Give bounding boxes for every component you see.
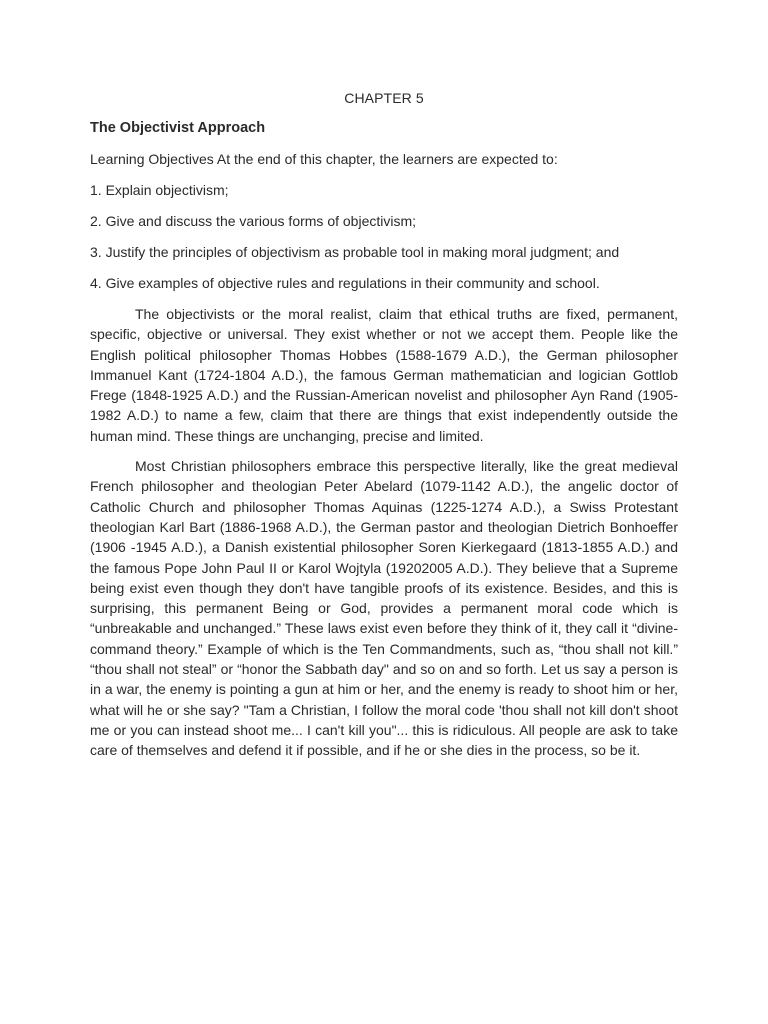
objective-item-3: 3. Justify the principles of objectivism as probable tool in making moral judgment; and <box>90 244 620 260</box>
learning-objectives-intro: Learning Objectives At the end of this chapter, the learners are expected to: <box>90 151 558 167</box>
document-page <box>90 88 678 771</box>
objective-item-4: 4. Give examples of objective rules and regulations in their community and school. <box>90 275 600 291</box>
chapter-heading: CHAPTER 5 <box>344 90 424 106</box>
section-title: The Objectivist Approach <box>90 120 266 136</box>
objective-item-1: 1. Explain objectivism; <box>90 182 229 198</box>
objective-item-2: 2. Give and discuss the various forms of objectivism; <box>90 213 417 229</box>
body-paragraph-1: The objectivists or the moral realist, claim that ethical truths are fixed, permanent, specific, objective or universal. They exist whether or not we accept them. People like the English political philosopher Thomas Hobbes (1588-1679 A.D.), the German philosopher Immanuel Kant (1724-1804 A.D.), the famous German mathematician and logician Gottlob Frege (1848-1925 A.D.) and the Russian-American novelist and philosopher Ayn Rand (1905-1982 A.D.) to name a few, claim that there are things that exist independently outside the human mind. These things are unchanging, precise and limited. <box>90 306 678 444</box>
body-paragraph-2: Most Christian philosophers embrace this perspective literally, like the great medieval French philosopher and theologian Peter Abelard (1079-1142 A.D.), the angelic doctor of Catholic Church and philosopher Thomas Aquinas (1225-1274 A.D.), a Swiss Protestant theologian Karl Bart (1886-1968 A.D.), the German pastor and theologian Dietrich Bonhoeffer (1906 -1945 A.D.), a Danish existential philosopher Soren Kierkegaard (1813-1855 A.D.) and the famous Pope John Paul II or Karol Wojtyla (19202005 A.D.). They believe that a Supreme being exist even though they don't have tangible proofs of its existence. Besides, and this is surprising, this permanent Being or God, provides a permanent moral code which is “unbreakable and unchanged.” These laws exist even before they think of it, they call it “divine-command theory.” Example of which is the Ten Commandments, such as, “thou shall not kill.” “thou shall not steal” or “honor the Sabbath day" and so on and so forth. Let us say a person is in a war, the enemy is pointing a gun at him or her, and the enemy is ready to shoot him or her, what will he or she say? "Tam a Christian, I follow the moral code 'thou shall not kill don't shoot me or you can instead shoot me... I can't kill you"... this is ridiculous. All people are ask to take care of themselves and defend it if possible, and if he or she dies in the process, so be it. <box>90 458 678 759</box>
